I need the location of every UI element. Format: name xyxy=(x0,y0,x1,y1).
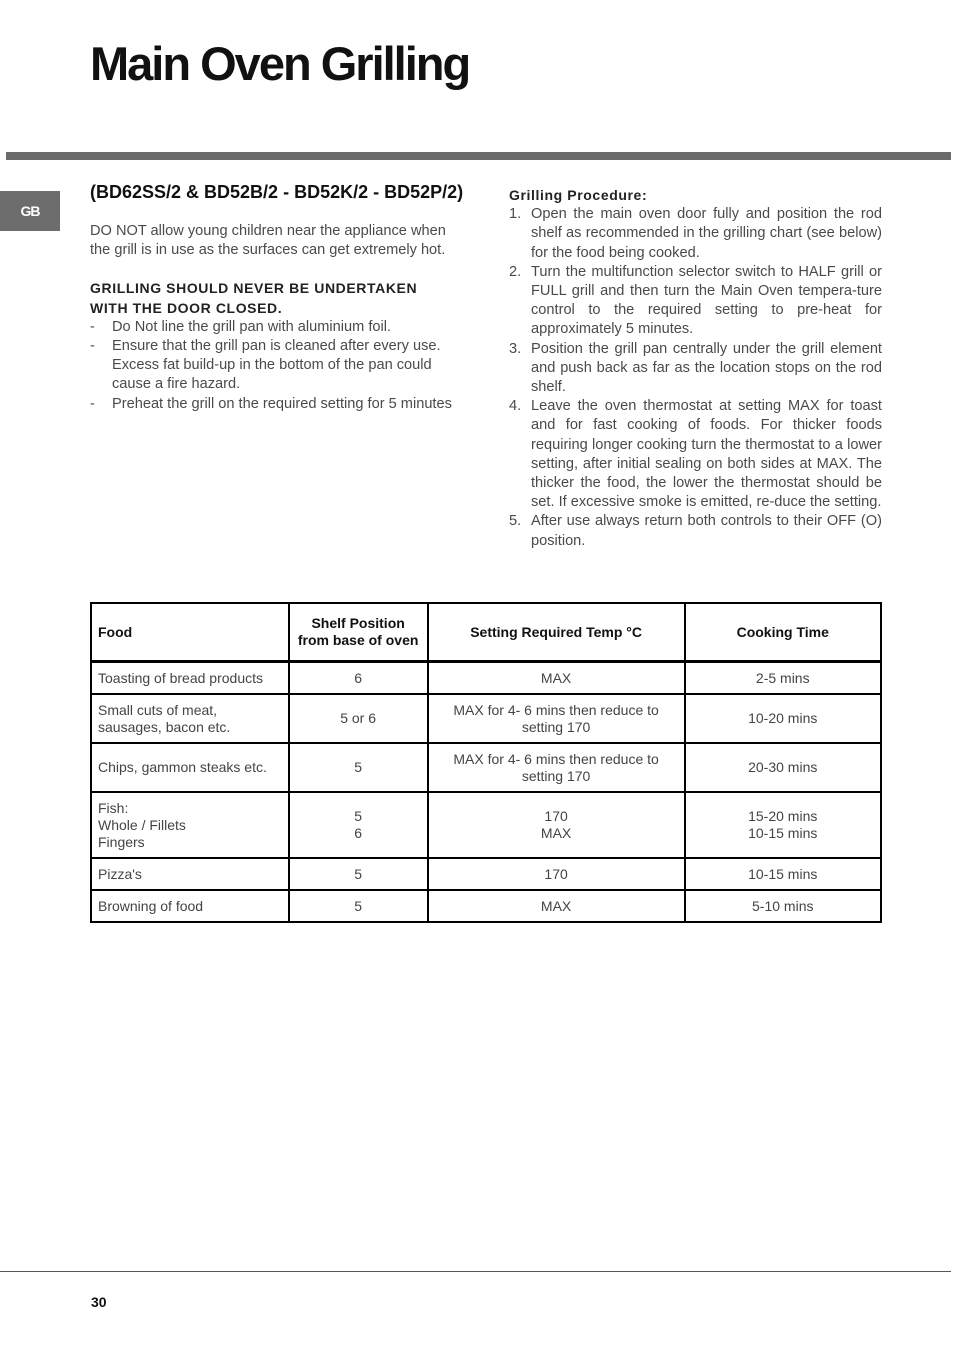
procedure-heading: Grilling Procedure: xyxy=(509,187,648,203)
cell-line: Fingers xyxy=(98,833,145,850)
cell-line: 5 xyxy=(354,865,363,882)
header-shelf-position xyxy=(289,603,428,662)
table-row xyxy=(91,890,881,922)
procedure-step xyxy=(509,205,882,263)
page-title: Main Oven Grilling xyxy=(90,37,470,90)
right-column xyxy=(509,186,882,551)
step-text: Turn the multifunction selector switch to HALF grill or FULL grill and then turn the Main Oven tempera-ture control to the required setting to pre-heat for approximately 5 minutes. xyxy=(531,263,882,338)
setting-cell xyxy=(428,858,685,890)
table-row xyxy=(91,858,881,890)
header-food: Food xyxy=(91,603,289,662)
cell-line: Browning of food xyxy=(98,897,204,914)
cell-line: setting 170 xyxy=(521,767,591,784)
language-tab: GB xyxy=(0,191,60,231)
procedure-step xyxy=(509,340,882,398)
step-text: Leave the oven thermostat at setting MAX for toast and for fast cooking of foods. For thicker foods requiring longer cooking turn the thermostat to a lower setting, after initial sealing on both sides at MAX. The thicker the food, the lower the thermostat should be set. If excessive smoke is emitted, re-duce the setting. xyxy=(531,398,882,511)
table-row xyxy=(91,743,881,792)
step-number: 4. xyxy=(509,398,522,415)
cell-line: setting 170 xyxy=(521,718,591,735)
cell-line: Whole / Fillets xyxy=(98,816,186,833)
food-cell xyxy=(91,694,289,743)
cooking-time-cell xyxy=(685,743,882,792)
cell-line: MAX xyxy=(540,825,572,841)
shelf-cell xyxy=(289,858,428,890)
cell-line: 170 xyxy=(544,808,568,824)
cooking-time-cell xyxy=(685,662,882,695)
step-number: 3. xyxy=(509,340,522,357)
cell-line: 170 xyxy=(544,865,568,882)
list-item: - Ensure that the grill pan is cleaned after every use. Excess fat build-up in the bottom of the pan could cause a fire hazard. xyxy=(90,337,464,395)
header-shelf-line-1: Shelf Position xyxy=(311,615,405,631)
cooking-time-cell xyxy=(685,858,882,890)
cooking-time-cell xyxy=(685,694,882,743)
table-header-row xyxy=(91,603,881,662)
footer-divider xyxy=(0,1271,951,1272)
list-item: - Preheat the grill on the required setting for 5 minutes xyxy=(90,395,464,414)
cell-line: MAX for 4- 6 mins then reduce to xyxy=(453,750,659,767)
step-text: After use always return both controls to their OFF (O) position. xyxy=(531,513,882,549)
cell-line: 5 xyxy=(354,808,363,824)
cell-line: 15-20 mins xyxy=(748,808,818,824)
page-number: 30 xyxy=(91,1294,107,1310)
door-warning-line-2: WITH THE DOOR CLOSED. xyxy=(90,299,283,316)
food-cell xyxy=(91,792,289,858)
setting-cell xyxy=(428,743,685,792)
door-warning-line-1: GRILLING SHOULD NEVER BE UNDERTAKEN xyxy=(90,280,418,297)
procedure-step xyxy=(509,397,882,512)
cell-line: Small cuts of meat, xyxy=(98,701,218,718)
table-row xyxy=(91,792,881,858)
shelf-cell xyxy=(289,792,428,858)
setting-cell xyxy=(428,694,685,743)
step-text: Position the grill pan centrally under the grill element and push back as far as the location stops on the rod shelf. xyxy=(531,340,882,396)
cell-line: MAX xyxy=(540,669,572,686)
food-cell xyxy=(91,890,289,922)
header-cooking-time: Cooking Time xyxy=(685,603,882,662)
shelf-cell xyxy=(289,890,428,922)
step-number: 2. xyxy=(509,263,522,280)
grilling-tips-list xyxy=(90,318,464,414)
cell-line: 6 xyxy=(354,669,363,686)
header-shelf-line-2: from base of oven xyxy=(297,632,419,648)
procedure-step xyxy=(509,512,882,550)
shelf-cell xyxy=(289,743,428,792)
table-row xyxy=(91,694,881,743)
header-setting: Setting Required Temp °C xyxy=(428,603,685,662)
step-number: 1. xyxy=(509,206,522,223)
cooking-time-cell xyxy=(685,792,882,858)
model-heading: (BD62SS/2 & BD52B/2 - BD52K/2 - BD52P/2) xyxy=(90,182,464,202)
cell-line: 20-30 mins xyxy=(748,759,818,775)
food-cell xyxy=(91,662,289,695)
cell-line: 5 xyxy=(354,897,363,914)
cell-line: 5 or 6 xyxy=(340,710,377,726)
list-item: - Do Not line the grill pan with aluminium foil. xyxy=(90,318,464,337)
cooking-time-cell xyxy=(685,890,882,922)
cell-line: 10-15 mins xyxy=(748,865,818,882)
cell-line: Toasting of bread products xyxy=(98,669,263,686)
cell-line: 5-10 mins xyxy=(752,897,814,914)
cell-line: 5 xyxy=(354,759,363,775)
cell-line: 10-20 mins xyxy=(748,710,818,726)
food-cell xyxy=(91,858,289,890)
cell-line: 6 xyxy=(354,825,363,841)
cell-line: MAX for 4- 6 mins then reduce to xyxy=(453,701,659,718)
left-column xyxy=(90,182,464,414)
safety-warning: DO NOT allow young children near the appliance when the grill is in use as the surfaces can get extremely hot. xyxy=(90,223,446,259)
procedure-step xyxy=(509,263,882,340)
cell-line: 10-15 mins xyxy=(748,825,818,841)
step-text: Open the main oven door fully and position the rod shelf as recommended in the grilling chart (see below) for the food being cooked. xyxy=(531,206,882,261)
procedure-steps xyxy=(509,205,882,551)
grilling-chart xyxy=(90,602,882,923)
food-cell xyxy=(91,743,289,792)
shelf-cell xyxy=(289,694,428,743)
setting-cell xyxy=(428,890,685,922)
shelf-cell xyxy=(289,662,428,695)
cell-line: Pizza's xyxy=(98,865,142,882)
header-divider xyxy=(6,152,951,160)
cell-line: Chips, gammon steaks etc. xyxy=(98,759,267,775)
setting-cell xyxy=(428,662,685,695)
cell-line: sausages, bacon etc. xyxy=(98,718,231,735)
step-number: 5. xyxy=(509,513,522,530)
cell-line: Fish: xyxy=(98,799,129,816)
cell-line: MAX xyxy=(540,897,572,914)
table-row xyxy=(91,662,881,695)
table-body xyxy=(91,662,881,923)
setting-cell xyxy=(428,792,685,858)
cell-line: 2-5 mins xyxy=(755,669,810,686)
